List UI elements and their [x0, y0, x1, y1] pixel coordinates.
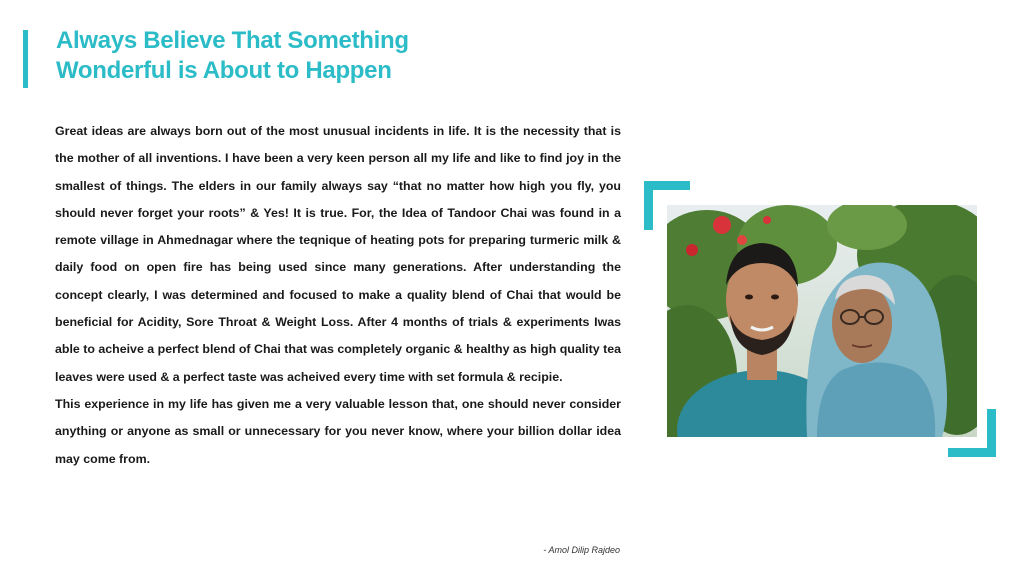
page-title — [56, 26, 409, 86]
founder-photo-illustration — [667, 205, 977, 437]
founder-photo — [667, 205, 977, 437]
story-body — [55, 118, 621, 473]
title-line-1: Always Believe That Something — [56, 27, 409, 54]
author-signature: - Amol Dilip Rajdeo — [543, 545, 620, 555]
title-accent-bar — [23, 30, 28, 88]
title-line-2: Wonderful is About to Happen — [56, 57, 392, 84]
story-paragraph-2: This experience in my life has given me a very valuable lesson that, one should never consider anything or anyone as small or unnecessary for you never know, where your billion dollar idea may come from. — [55, 396, 621, 466]
story-paragraph-1: Great ideas are always born out of the most unusual incidents in life. It is the necessity that is the mother of all inventions. I have been a very keen person all my life and like to find joy in the smallest of things. The elders in our family always say “that no matter how high you fly, you should never forget your roots” & Yes! It is true. For, the Idea of Tandoor Chai was found in a remote village in Ahmednagar where the teqnique of heating pots for preparing turmeric milk & daily food on open fire has being used since many generations. After understanding the concept clearly, I was determined and focused to make a quality blend of Chai that would be beneficial for Acidity, Sore Throat & Weight Loss. After 4 months of trials & experiments Iwas able to acheive a perfect blend of Chai that was completely organic & healthy as high quality tea leaves were used & a perfect taste was acheived every time with set formula & recipie. — [55, 124, 621, 384]
